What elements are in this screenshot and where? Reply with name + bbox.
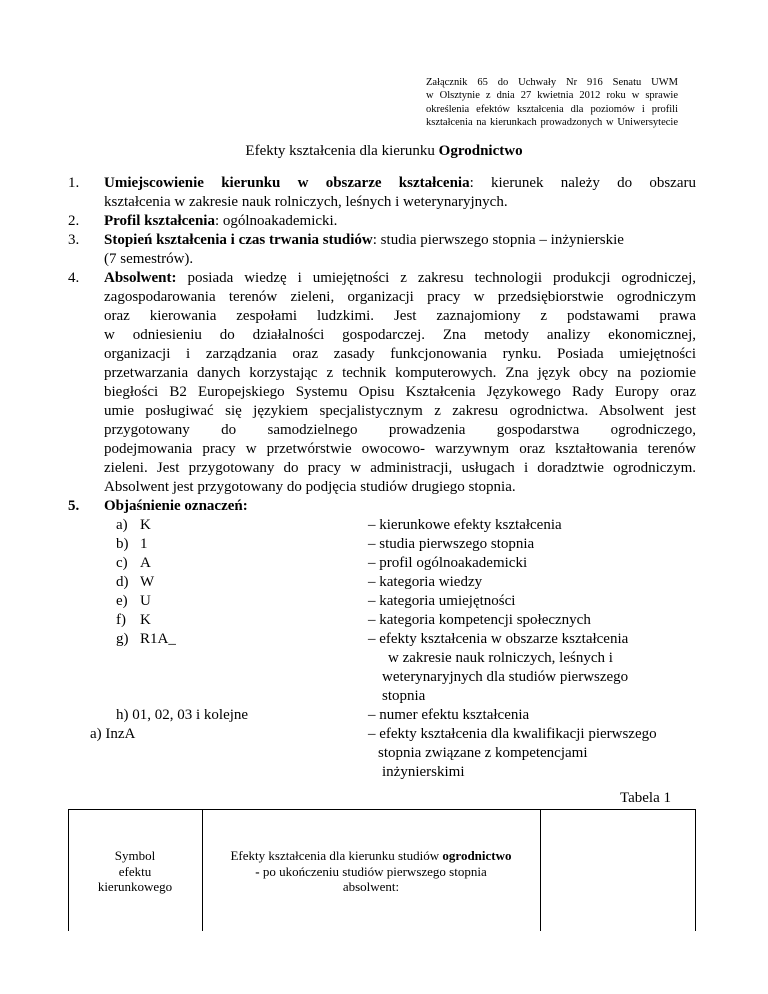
legend-desc-cont: stopnia bbox=[382, 688, 426, 704]
header-col1-line: Symbol bbox=[114, 848, 156, 863]
section-1-number: 1. bbox=[68, 175, 80, 191]
legend-inza-cont: stopnia związane z kompetencjami bbox=[378, 745, 588, 761]
section-4-line: przetwarzania danych korzystając z technik komputerowych. Zna język obcy na poziomie bbox=[104, 365, 696, 381]
header-col2-field: ogrodnictwo bbox=[442, 848, 512, 863]
legend-letter: c) bbox=[116, 555, 128, 571]
legend-code: K bbox=[140, 517, 151, 533]
legend-letter: e) bbox=[116, 593, 128, 609]
section-4-line: biegłości B2 Europejskiego Systemu Opisu Kształcenia Językowego Rady Europy oraz bbox=[104, 384, 696, 400]
legend-inza-desc: – efekty kształcenia dla kwalifikacji pierwszego bbox=[368, 726, 657, 742]
legend-letter: g) bbox=[116, 631, 129, 647]
header-col2-text: po ukończeniu studiów pierwszego stopnia bbox=[259, 863, 487, 879]
legend-desc: – efekty kształcenia w obszarze kształcenia bbox=[368, 631, 629, 647]
document-title bbox=[0, 143, 768, 160]
legend-desc: – studia pierwszego stopnia bbox=[368, 536, 535, 552]
section-2-text: : ogólnoakademicki. bbox=[214, 213, 338, 229]
section-2-number: 2. bbox=[68, 213, 80, 229]
title-field-name: Ogrodnictwo bbox=[438, 143, 523, 159]
legend-desc: – profil ogólnoakademicki bbox=[368, 555, 528, 571]
header-col2 bbox=[202, 848, 540, 895]
section-4-line: organizacji i zarządzania oraz zasady funkcjonowania rynku. Posiada umiejętności bbox=[104, 346, 696, 362]
legend-h-label: h) 01, 02, 03 i kolejne bbox=[116, 707, 249, 723]
section-4-number: 4. bbox=[68, 270, 80, 286]
section-1-text: : kierunek należy do obszaru bbox=[469, 175, 696, 191]
section-3-number: 3. bbox=[68, 232, 80, 248]
legend-code: 1 bbox=[140, 536, 148, 552]
section-4-line: w odniesieniu do działalności gospodarczej. Zna metody analizy ekonomicznej, bbox=[104, 327, 696, 343]
legend-letter: b) bbox=[116, 536, 129, 552]
attachment-note-line: kształcenia na kierunkach prowadzonych w Uniwersytecie bbox=[426, 116, 678, 128]
section-2-heading: Profil kształcenia bbox=[104, 213, 215, 229]
section-4-line: umie posługiwać się językiem specjalistycznym z zakresu ogrodnictwa. Absolwent jest bbox=[104, 403, 696, 419]
attachment-note-line: określenia efektów kształcenia dla poziomów i profili bbox=[426, 103, 678, 115]
legend-letter: a) bbox=[116, 517, 128, 533]
legend-desc: – kategoria kompetencji społecznych bbox=[368, 612, 591, 628]
header-col2-dash: - bbox=[255, 863, 260, 879]
legend-letter: d) bbox=[116, 574, 129, 590]
section-5-heading bbox=[104, 497, 248, 516]
section-2-line bbox=[104, 212, 337, 231]
section-4-line-first bbox=[104, 269, 696, 288]
legend-desc-cont: weterynaryjnych dla studiów pierwszego bbox=[382, 669, 629, 685]
attachment-note-line: w Olsztynie z dnia 27 kwietnia 2012 roku w sprawie bbox=[426, 90, 678, 102]
section-4-text: posiada wiedzę i umiejętności z zakresu technologii produkcji ogrodniczej, bbox=[176, 270, 696, 286]
legend-desc: – kierunkowe efekty kształcenia bbox=[368, 517, 562, 533]
legend-code: U bbox=[140, 593, 151, 609]
section-3-heading: Stopień kształcenia i czas trwania studiów bbox=[104, 232, 373, 248]
section-4-line: zieleni. Jest przygotowany do pracy w administracji, usługach i doradztwie ogrodniczym. bbox=[104, 460, 696, 476]
header-col2-text: Efekty kształcenia dla kierunku studiów bbox=[230, 848, 443, 863]
legend-h-desc: – numer efektu kształcenia bbox=[368, 707, 530, 723]
attachment-note bbox=[426, 76, 678, 129]
section-3-line bbox=[104, 231, 624, 250]
legend-code: W bbox=[140, 574, 155, 590]
section-1-heading: Umiejscowienie kierunku w obszarze kształcenia bbox=[104, 175, 470, 191]
legend-desc: – kategoria umiejętności bbox=[368, 593, 516, 609]
section-4-line: Absolwent jest przygotowany do podjęcia studiów drugiego stopnia. bbox=[104, 479, 516, 495]
header-col1-line: kierunkowego bbox=[97, 879, 173, 894]
section-4-line: oraz kierowania zespołami ludzkimi. Jest zaznajomiony z podstawami prawa bbox=[104, 308, 696, 324]
section-3-text: : studia pierwszego stopnia – inżynierskie bbox=[372, 232, 624, 248]
title-text: Efekty kształcenia dla kierunku bbox=[245, 143, 439, 159]
header-col2-line: absolwent: bbox=[342, 879, 400, 894]
legend-inza-cont: inżynierskimi bbox=[382, 764, 465, 780]
section-4-line: przygotowany do samodzielnego prowadzenia gospodarstwa ogrodniczego, bbox=[104, 422, 696, 438]
section-1-line2: kształcenia w zakresie nauk rolniczych, leśnych i weterynaryjnych. bbox=[104, 194, 508, 210]
header-col1 bbox=[68, 848, 202, 895]
header-cell-area bbox=[540, 809, 696, 931]
section-4-line: podejmowania pracy w przetwórstwie owocowo- warzywnym oraz kształtowania terenów bbox=[104, 441, 696, 457]
legend-inza-label: a) InzA bbox=[90, 726, 136, 742]
table-caption: Tabela 1 bbox=[620, 790, 672, 806]
section-3-line2: (7 semestrów). bbox=[104, 251, 194, 267]
section-5-number bbox=[68, 497, 79, 516]
section-5-num: 5. bbox=[68, 498, 80, 514]
header-col1-line: efektu bbox=[118, 863, 152, 879]
legend-desc-cont: w zakresie nauk rolniczych, leśnych i bbox=[388, 650, 613, 666]
legend-letter: f) bbox=[116, 612, 126, 628]
attachment-note-line: Załącznik 65 do Uchwały Nr 916 Senatu UWM bbox=[426, 77, 678, 88]
section-4-line: zagospodarowania terenów zieleni, organizacji pracy w przedsiębiorstwie ogrodniczym bbox=[104, 289, 696, 305]
legend-desc: – kategoria wiedzy bbox=[368, 574, 483, 590]
section-4-heading: Absolwent: bbox=[104, 270, 177, 286]
legend-code: R1A_ bbox=[140, 631, 176, 647]
legend-code: K bbox=[140, 612, 151, 628]
legend-code: A bbox=[140, 555, 151, 571]
section-5-heading-text: Objaśnienie oznaczeń: bbox=[104, 498, 248, 514]
section-1-line bbox=[104, 174, 696, 193]
